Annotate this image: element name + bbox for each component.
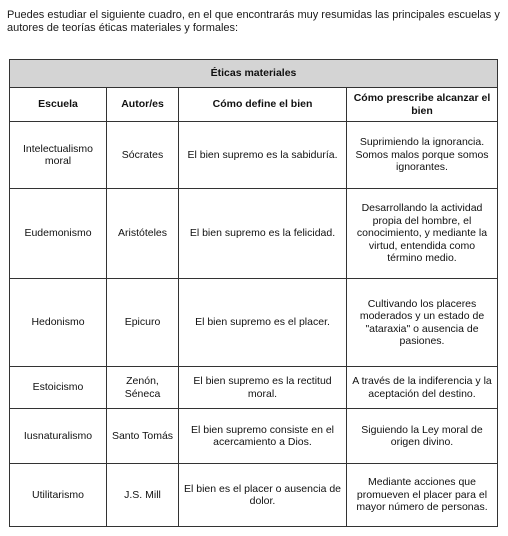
cell-escuela: Hedonismo <box>10 279 107 367</box>
intro-paragraph: Puedes estudiar el siguiente cuadro, en el que encontrarás muy resumidas las principales escuelas y autores de teorías éticas materiales y formales: <box>7 9 500 34</box>
table-row <box>10 409 498 464</box>
cell-autor: Santo Tomás <box>107 409 179 464</box>
column-header-autores: Autor/es <box>107 88 179 122</box>
column-header-escuela: Escuela <box>10 88 107 122</box>
table-header-row <box>10 88 498 122</box>
column-header-define-bien: Cómo define el bien <box>179 88 347 122</box>
cell-alcanzar-bien: Mediante acciones que promueven el placer para el mayor número de personas. <box>347 464 498 527</box>
cell-define-bien: El bien es el placer o ausencia de dolor. <box>179 464 347 527</box>
cell-autor: Aristóteles <box>107 189 179 279</box>
cell-define-bien: El bien supremo es la rectitud moral. <box>179 367 347 409</box>
cell-alcanzar-bien: Cultivando los placeres moderados y un estado de "ataraxia" o ausencia de pasiones. <box>347 279 498 367</box>
table-title-row <box>10 60 498 88</box>
table-row <box>10 464 498 527</box>
cell-define-bien: El bien supremo es la felicidad. <box>179 189 347 279</box>
ethics-table <box>9 59 498 527</box>
cell-define-bien: El bien supremo es el placer. <box>179 279 347 367</box>
table-row <box>10 367 498 409</box>
cell-escuela: Estoicismo <box>10 367 107 409</box>
table-row <box>10 279 498 367</box>
table-row <box>10 189 498 279</box>
table-row <box>10 122 498 189</box>
cell-define-bien: El bien supremo consiste en el acercamiento a Dios. <box>179 409 347 464</box>
cell-autor: J.S. Mill <box>107 464 179 527</box>
cell-alcanzar-bien: Siguiendo la Ley moral de origen divino. <box>347 409 498 464</box>
cell-autor: Sócrates <box>107 122 179 189</box>
cell-autor: Epicuro <box>107 279 179 367</box>
column-header-alcanzar-bien: Cómo prescribe alcanzar el bien <box>347 88 498 122</box>
cell-escuela: Eudemonismo <box>10 189 107 279</box>
cell-escuela: Utilitarismo <box>10 464 107 527</box>
cell-autor: Zenón, Séneca <box>107 367 179 409</box>
cell-alcanzar-bien: A través de la indiferencia y la aceptación del destino. <box>347 367 498 409</box>
cell-alcanzar-bien: Desarrollando la actividad propia del hombre, el conocimiento, y mediante la virtud, entendida como término medio. <box>347 189 498 279</box>
cell-define-bien: El bien supremo es la sabiduría. <box>179 122 347 189</box>
cell-alcanzar-bien: Suprimiendo la ignorancia. Somos malos porque somos ignorantes. <box>347 122 498 189</box>
cell-escuela: Iusnaturalismo <box>10 409 107 464</box>
cell-escuela: Intelectualismo moral <box>10 122 107 189</box>
table-title: Éticas materiales <box>10 60 498 88</box>
